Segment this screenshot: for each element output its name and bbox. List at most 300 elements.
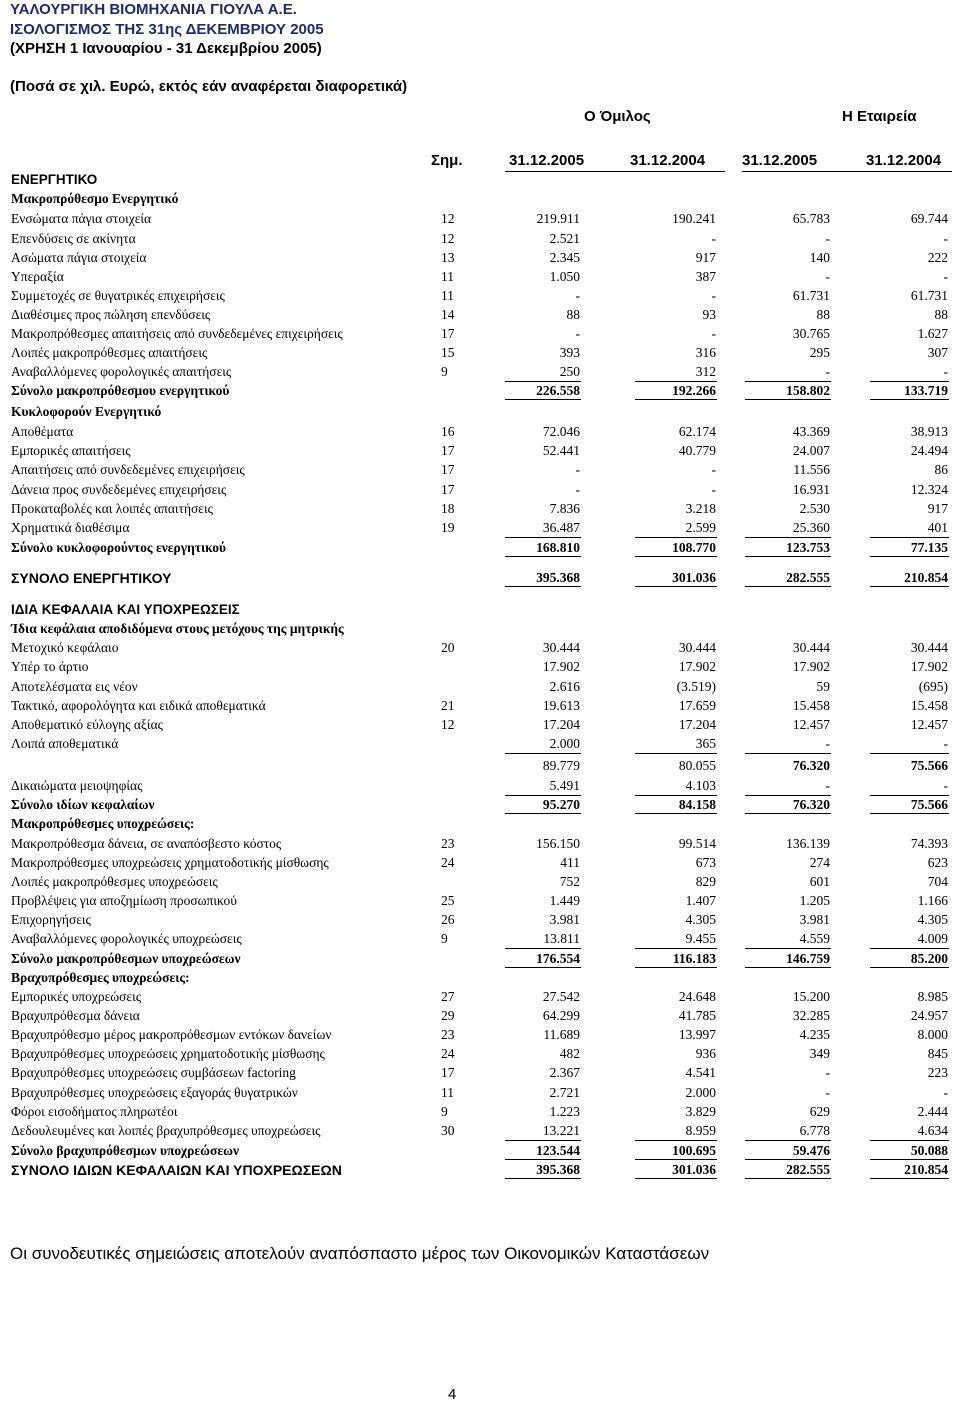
row-value-c2: 13.997 [678, 1027, 716, 1042]
row-value-c3: 146.759 [786, 951, 830, 966]
row-value-c4: - [943, 778, 948, 793]
row-label: Προκαταβολές και λοιπές απαιτήσεις [11, 501, 213, 516]
table-row [0, 1027, 960, 1046]
row-value-c3: 2.530 [799, 501, 830, 516]
row-value-c3: - [825, 778, 830, 793]
row-value-c2: 93 [702, 307, 716, 322]
units-note: (Ποσά σε χιλ. Ευρώ, εκτός εάν αναφέρεται διαφορετικά) [10, 77, 408, 95]
table-row [0, 602, 960, 621]
row-value-c3: 274 [809, 855, 830, 870]
row-value-c2: 17.204 [678, 717, 716, 732]
row-value-c4: 24.957 [910, 1008, 948, 1023]
row-value-c3: - [825, 1085, 830, 1100]
page-number: 4 [448, 1386, 457, 1403]
row-value-c3: 76.320 [792, 797, 830, 812]
row-value-c4: - [943, 736, 948, 751]
row-note: 23 [441, 1027, 455, 1042]
table-row [0, 640, 960, 659]
row-value-c4: 133.719 [904, 383, 948, 398]
table-row [0, 1104, 960, 1123]
row-value-c2: 80.055 [678, 758, 716, 773]
row-label: Ασώματα πάγια στοιχεία [11, 250, 147, 265]
row-value-c4: - [943, 269, 948, 284]
row-label: Απαιτήσεις από συνδεδεμένες επιχειρήσεις [11, 462, 245, 477]
row-label: Βραχυπρόθεσμες υποχρεώσεις χρηματοδοτικής μίσθωσης [11, 1046, 325, 1061]
row-value-c1: 219.911 [536, 211, 580, 226]
row-value-c1: 393 [559, 345, 580, 360]
row-value-c1: 95.270 [542, 797, 580, 812]
row-value-c3: 15.200 [792, 989, 830, 1004]
row-value-c3: 629 [809, 1104, 830, 1119]
row-value-c3: 76.320 [792, 758, 830, 773]
row-label: Βραχυπρόθεσμα δάνεια [11, 1008, 140, 1023]
row-value-c1: 72.046 [542, 424, 580, 439]
row-label: Εμπορικές απαιτήσεις [11, 443, 131, 458]
table-row [0, 345, 960, 364]
row-note: 13 [441, 250, 455, 265]
row-label: Σύνολο μακροπρόθεσμων υποχρεώσεων [11, 951, 241, 966]
row-label: Εμπορικές υποχρεώσεις [11, 989, 142, 1004]
row-label: Ίδια κεφάλαια αποδιδόμενα στους μετόχους της μητρικής [11, 621, 344, 636]
col-header-c2: 31.12.2004 [630, 152, 706, 169]
row-note: 9 [441, 931, 448, 946]
row-value-c1: - [575, 462, 580, 477]
table-row [0, 970, 960, 989]
row-value-c1: 168.810 [536, 540, 580, 555]
row-value-c4: 38.913 [910, 424, 948, 439]
row-value-c3: 12.457 [792, 717, 830, 732]
row-value-c2: 17.902 [678, 659, 716, 674]
table-row [0, 736, 960, 755]
table-row [0, 326, 960, 345]
row-note: 11 [441, 269, 454, 284]
row-value-c2: - [711, 326, 716, 341]
row-value-c2: - [711, 288, 716, 303]
row-label: Υπέρ το άρτιο [11, 659, 89, 674]
row-value-c2: 301.036 [672, 570, 716, 585]
row-value-c1: 2.345 [549, 250, 580, 265]
row-value-c2: 387 [695, 269, 716, 284]
row-value-c4: 917 [927, 501, 948, 516]
row-value-c2: 4.305 [685, 912, 716, 927]
row-value-c4: 69.744 [910, 211, 948, 226]
row-value-c3: 17.902 [792, 659, 830, 674]
row-value-c3: 32.285 [792, 1008, 830, 1023]
row-label: Τακτικό, αφορολόγητα και ειδικά αποθεματικά [11, 698, 266, 713]
row-note: 19 [441, 520, 455, 535]
row-value-c2: 8.959 [685, 1123, 716, 1138]
row-label: Βραχυπρόθεσμο μέρος μακροπρόθεσμων εντόκων δανείων [11, 1027, 332, 1042]
row-note: 16 [441, 424, 455, 439]
row-value-c4: 2.444 [917, 1104, 948, 1119]
row-value-c2: - [711, 462, 716, 477]
row-value-c3: 4.235 [799, 1027, 830, 1042]
row-label: Σύνολο κυκλοφορούντος ενεργητικού [11, 540, 227, 555]
row-value-c1: - [575, 288, 580, 303]
row-value-c3: 30.444 [792, 640, 830, 655]
row-value-c4: 845 [927, 1046, 948, 1061]
row-value-c3: 15.458 [792, 698, 830, 713]
row-value-c1: 5.491 [549, 778, 580, 793]
row-value-c1: 27.542 [542, 989, 580, 1004]
row-label: Βραχυπρόθεσμες υποχρεώσεις: [11, 970, 190, 985]
row-value-c1: 1.223 [549, 1104, 580, 1119]
row-value-c2: 24.648 [678, 989, 716, 1004]
row-value-c2: 40.779 [678, 443, 716, 458]
table-row [0, 443, 960, 462]
table-row [0, 717, 960, 736]
row-value-c1: 64.299 [542, 1008, 580, 1023]
row-value-c3: - [825, 231, 830, 246]
row-value-c4: 8.000 [917, 1027, 948, 1042]
row-value-c3: 158.802 [786, 383, 830, 398]
row-value-c3: 136.139 [786, 836, 830, 851]
row-label: Σύνολο ιδίων κεφαλαίων [11, 797, 155, 812]
row-label: Υπεραξία [11, 269, 64, 284]
row-label: Λοιπές μακροπρόθεσμες υποχρεώσεις [11, 874, 218, 889]
col-header-c3: 31.12.2005 [742, 152, 818, 169]
row-value-c2: 4.541 [685, 1065, 716, 1080]
row-value-c4: 12.457 [910, 717, 948, 732]
row-value-c3: 295 [809, 345, 830, 360]
row-value-c3: 11.556 [793, 462, 830, 477]
row-value-c4: 1.627 [917, 326, 948, 341]
row-value-c3: - [825, 736, 830, 751]
row-label: Μετοχικό κεφάλαιο [11, 640, 119, 655]
row-note: 21 [441, 698, 455, 713]
row-label: Μακροπρόθεσμα δάνεια, σε αναπόσβεστο κόστος [11, 836, 282, 851]
row-value-c1: 395.368 [536, 570, 580, 585]
row-label: Φόροι εισοδήματος πληρωτέοι [11, 1104, 178, 1119]
row-value-c1: 17.204 [542, 717, 580, 732]
table-row [0, 307, 960, 326]
table-row [0, 404, 960, 423]
row-value-c4: 88 [934, 307, 948, 322]
row-note: 26 [441, 912, 455, 927]
row-value-c4: - [943, 231, 948, 246]
row-label: Επενδύσεις σε ακίνητα [11, 231, 136, 246]
table-row [0, 621, 960, 640]
row-value-c4: 307 [927, 345, 948, 360]
row-value-c4: 24.494 [910, 443, 948, 458]
row-value-c3: 1.205 [799, 893, 830, 908]
row-note: 17 [441, 482, 455, 497]
table-row [0, 269, 960, 288]
table-row [0, 797, 960, 816]
row-value-c3: 282.555 [786, 1162, 830, 1177]
row-value-c2: 365 [695, 736, 716, 751]
column-header [0, 152, 960, 170]
row-value-c4: 77.135 [910, 540, 948, 555]
row-value-c4: (695) [918, 679, 948, 694]
document-header [10, 0, 710, 96]
row-value-c4: 15.458 [910, 698, 948, 713]
row-note: 17 [441, 443, 455, 458]
row-value-c2: - [711, 482, 716, 497]
row-value-c1: 17.902 [542, 659, 580, 674]
table-row [0, 364, 960, 383]
row-value-c1: 1.050 [549, 269, 580, 284]
table-row [0, 1162, 960, 1181]
row-label: Μακροπρόθεσμες υποχρεώσεις χρηματοδοτικής μίσθωσης [11, 855, 329, 870]
row-value-c4: 704 [927, 874, 948, 889]
row-value-c3: 349 [809, 1046, 830, 1061]
row-value-c1: 176.554 [536, 951, 580, 966]
table-row [0, 816, 960, 835]
table-row [0, 1008, 960, 1027]
row-label: Χρηματικά διαθέσιμα [11, 520, 130, 535]
row-value-c2: 17.659 [678, 698, 716, 713]
row-value-c1: 2.521 [549, 231, 580, 246]
row-value-c3: 123.753 [786, 540, 830, 555]
table-row [0, 912, 960, 931]
row-note: 11 [441, 1085, 454, 1100]
row-value-c4: 4.634 [917, 1123, 948, 1138]
row-label: Βραχυπρόθεσμες υποχρεώσεις εξαγοράς θυγατρικών [11, 1085, 298, 1100]
row-note: 30 [441, 1123, 455, 1138]
row-value-c4: 86 [934, 462, 948, 477]
row-value-c3: 282.555 [786, 570, 830, 585]
row-label: Προβλέψεις για αποζημίωση προσωπικού [11, 893, 237, 908]
table-row [0, 758, 960, 777]
row-value-c3: 25.360 [792, 520, 830, 535]
row-value-c4: 50.088 [910, 1143, 948, 1158]
row-label: Αναβαλλόμενες φορολογικές υποχρεώσεις [11, 931, 242, 946]
period-line: (ΧΡΗΣΗ 1 Ιανουαρίου - 31 Δεκεμβρίου 2005) [10, 40, 322, 57]
table-row [0, 836, 960, 855]
row-value-c1: 2.367 [549, 1065, 580, 1080]
row-value-c1: 123.544 [536, 1143, 580, 1158]
row-note: 25 [441, 893, 455, 908]
row-note: 24 [441, 1046, 455, 1061]
row-value-c2: 3.829 [685, 1104, 716, 1119]
table-row [0, 1046, 960, 1065]
row-value-c4: 75.566 [910, 758, 948, 773]
row-value-c2: 30.444 [678, 640, 716, 655]
row-value-c3: 30.765 [792, 326, 830, 341]
row-value-c2: (3.519) [676, 679, 716, 694]
row-value-c3: 59.476 [792, 1143, 830, 1158]
row-value-c3: 16.931 [792, 482, 830, 497]
row-label: Λοιπά αποθεματικά [11, 736, 119, 751]
row-label: Κυκλοφορούν Ενεργητικό [11, 404, 162, 419]
row-value-c2: 1.407 [685, 893, 716, 908]
row-value-c4: 222 [927, 250, 948, 265]
row-value-c2: - [711, 231, 716, 246]
row-note: 9 [441, 364, 448, 379]
row-note: 15 [441, 345, 455, 360]
row-value-c3: 24.007 [792, 443, 830, 458]
row-value-c4: 8.985 [917, 989, 948, 1004]
row-value-c3: 61.731 [792, 288, 830, 303]
row-value-c1: 395.368 [536, 1162, 580, 1177]
table-row [0, 893, 960, 912]
row-value-c2: 190.241 [672, 211, 716, 226]
table-row [0, 231, 960, 250]
group-label-parent: Η Εταιρεία [842, 108, 917, 125]
footer-note: Οι συνοδευτικές σημειώσεις αποτελούν αναπόσπαστο μέρος των Οικονομικών Καταστάσεων [10, 1244, 710, 1263]
row-label: Δεδουλευμένες και λοιπές βραχυπρόθεσμες υποχρεώσεις [11, 1123, 321, 1138]
col-header-c1: 31.12.2005 [509, 152, 585, 169]
row-label: Αναβαλλόμενες φορολογικές απαιτήσεις [11, 364, 232, 379]
table-row [0, 1143, 960, 1162]
row-note: 29 [441, 1008, 455, 1023]
row-value-c1: 89.779 [542, 758, 580, 773]
table-row [0, 778, 960, 797]
table-row [0, 191, 960, 210]
row-note: 11 [441, 288, 454, 303]
table-row [0, 501, 960, 520]
row-value-c4: - [943, 1085, 948, 1100]
table-row [0, 989, 960, 1008]
row-value-c2: 316 [695, 345, 716, 360]
row-value-c1: 411 [560, 855, 580, 870]
table-row [0, 1085, 960, 1104]
row-value-c2: 108.770 [672, 540, 716, 555]
row-label: Σύνολο βραχυπρόθεσμων υποχρεώσεων [11, 1143, 240, 1158]
row-label: Συμμετοχές σε θυγατρικές επιχειρήσεις [11, 288, 225, 303]
row-value-c3: 6.778 [799, 1123, 830, 1138]
row-value-c1: 752 [559, 874, 580, 889]
table-row [0, 698, 960, 717]
row-value-c2: 84.158 [678, 797, 716, 812]
row-value-c2: 3.218 [685, 501, 716, 516]
row-note: 12 [441, 231, 455, 246]
row-value-c2: 312 [695, 364, 716, 379]
row-value-c2: 829 [695, 874, 716, 889]
row-label: Αποτελέσματα εις νέον [11, 679, 138, 694]
row-value-c3: 601 [809, 874, 830, 889]
row-value-c3: 140 [809, 250, 830, 265]
row-note: 18 [441, 501, 455, 516]
row-value-c4: 1.166 [917, 893, 948, 908]
table-row [0, 211, 960, 230]
row-value-c3: 43.369 [792, 424, 830, 439]
row-value-c2: 62.174 [678, 424, 716, 439]
row-label: Ενσώματα πάγια στοιχεία [11, 211, 152, 226]
row-value-c1: 1.449 [549, 893, 580, 908]
row-value-c1: 88 [566, 307, 580, 322]
row-value-c4: 30.444 [910, 640, 948, 655]
company-name: ΥΑΛΟΥΡΓΙΚΗ ΒΙΟΜΗΧΑΝΙΑ ΓΙΟΥΛΑ Α.Ε. [10, 1, 297, 18]
row-value-c1: 3.981 [549, 912, 580, 927]
row-value-c2: 2.599 [685, 520, 716, 535]
row-value-c4: 4.009 [917, 931, 948, 946]
row-value-c4: 4.305 [917, 912, 948, 927]
row-value-c1: - [575, 326, 580, 341]
row-value-c3: 88 [816, 307, 830, 322]
table-row [0, 424, 960, 443]
table-row [0, 951, 960, 970]
col-header-c4: 31.12.2004 [866, 152, 942, 169]
row-value-c2: 99.514 [678, 836, 716, 851]
row-value-c2: 301.036 [672, 1162, 716, 1177]
row-note: 17 [441, 326, 455, 341]
row-value-c4: 623 [927, 855, 948, 870]
row-label: Αποθέματα [11, 424, 74, 439]
row-value-c4: 17.902 [910, 659, 948, 674]
row-value-c1: 30.444 [542, 640, 580, 655]
row-value-c1: 482 [559, 1046, 580, 1061]
table-row [0, 383, 960, 402]
row-label: ΣΥΝΟΛΟ ΕΝΕΡΓΗΤΙΚΟΥ [11, 570, 172, 586]
row-value-c2: 673 [695, 855, 716, 870]
row-value-c1: 36.487 [542, 520, 580, 535]
row-value-c1: 2.000 [549, 736, 580, 751]
table-row [0, 679, 960, 698]
row-label: Δάνεια προς συνδεδεμένες επιχειρήσεις [11, 482, 227, 497]
row-value-c4: 61.731 [910, 288, 948, 303]
statement-title: ΙΣΟΛΟΓΙΣΜΟΣ ΤΗΣ 31ης ΔΕΚΕΜΒΡΙΟΥ 2005 [10, 20, 324, 38]
row-value-c3: - [825, 364, 830, 379]
row-value-c1: 52.441 [542, 443, 580, 458]
row-value-c3: 3.981 [799, 912, 830, 927]
row-label: Μακροπρόθεσμο Ενεργητικό [11, 191, 179, 206]
row-value-c4: 74.393 [910, 836, 948, 851]
table-row [0, 288, 960, 307]
row-label: Δικαιώματα μειοψηφίας [11, 778, 143, 793]
row-value-c2: 116.183 [672, 951, 716, 966]
row-value-c3: - [825, 1065, 830, 1080]
row-value-c4: 223 [927, 1065, 948, 1080]
row-note: 17 [441, 462, 455, 477]
row-note: 23 [441, 836, 455, 851]
row-label: ΙΔΙΑ ΚΕΦΑΛΑΙΑ ΚΑΙ ΥΠΟΧΡΕΩΣΕΙΣ [11, 602, 240, 617]
row-value-c2: 4.103 [685, 778, 716, 793]
row-value-c2: 192.266 [672, 383, 716, 398]
row-label: Διαθέσιμες προς πώληση επενδύσεις [11, 307, 211, 322]
row-value-c1: 7.836 [549, 501, 580, 516]
row-note: 9 [441, 1104, 448, 1119]
table-row [0, 462, 960, 481]
table-row [0, 570, 960, 589]
table-row [0, 250, 960, 269]
row-value-c3: 59 [816, 679, 830, 694]
row-value-c2: 917 [695, 250, 716, 265]
row-note: 20 [441, 640, 455, 655]
row-value-c3: 65.783 [792, 211, 830, 226]
table-row [0, 520, 960, 539]
table-row [0, 482, 960, 501]
row-label: Αποθεματικό εύλογης αξίας [11, 717, 163, 732]
row-value-c1: 13.221 [542, 1123, 580, 1138]
row-note: 14 [441, 307, 455, 322]
row-label: Λοιπές μακροπρόθεσμες απαιτήσεις [11, 345, 208, 360]
row-value-c2: 41.785 [678, 1008, 716, 1023]
row-value-c4: 75.566 [910, 797, 948, 812]
row-value-c2: 100.695 [672, 1143, 716, 1158]
row-value-c1: 250 [559, 364, 580, 379]
row-value-c4: - [943, 364, 948, 379]
row-value-c1: 226.558 [536, 383, 580, 398]
row-value-c2: 2.000 [685, 1085, 716, 1100]
row-note: 24 [441, 855, 455, 870]
row-value-c1: 2.721 [549, 1085, 580, 1100]
row-label: ΕΝΕΡΓΗΤΙΚΟ [11, 172, 98, 187]
col-note-header: Σημ. [431, 152, 463, 169]
row-value-c1: 2.616 [549, 679, 580, 694]
row-value-c1: - [575, 482, 580, 497]
row-label: Σύνολο μακροπρόθεσμου ενεργητικού [11, 383, 230, 398]
row-value-c2: 9.455 [685, 931, 716, 946]
row-label: Επιχορηγήσεις [11, 912, 91, 927]
row-value-c4: 12.324 [910, 482, 948, 497]
table-row [0, 874, 960, 893]
row-value-c1: 11.689 [543, 1027, 580, 1042]
row-value-c4: 210.854 [904, 1162, 948, 1177]
column-group-header [0, 108, 960, 126]
row-value-c4: 401 [927, 520, 948, 535]
